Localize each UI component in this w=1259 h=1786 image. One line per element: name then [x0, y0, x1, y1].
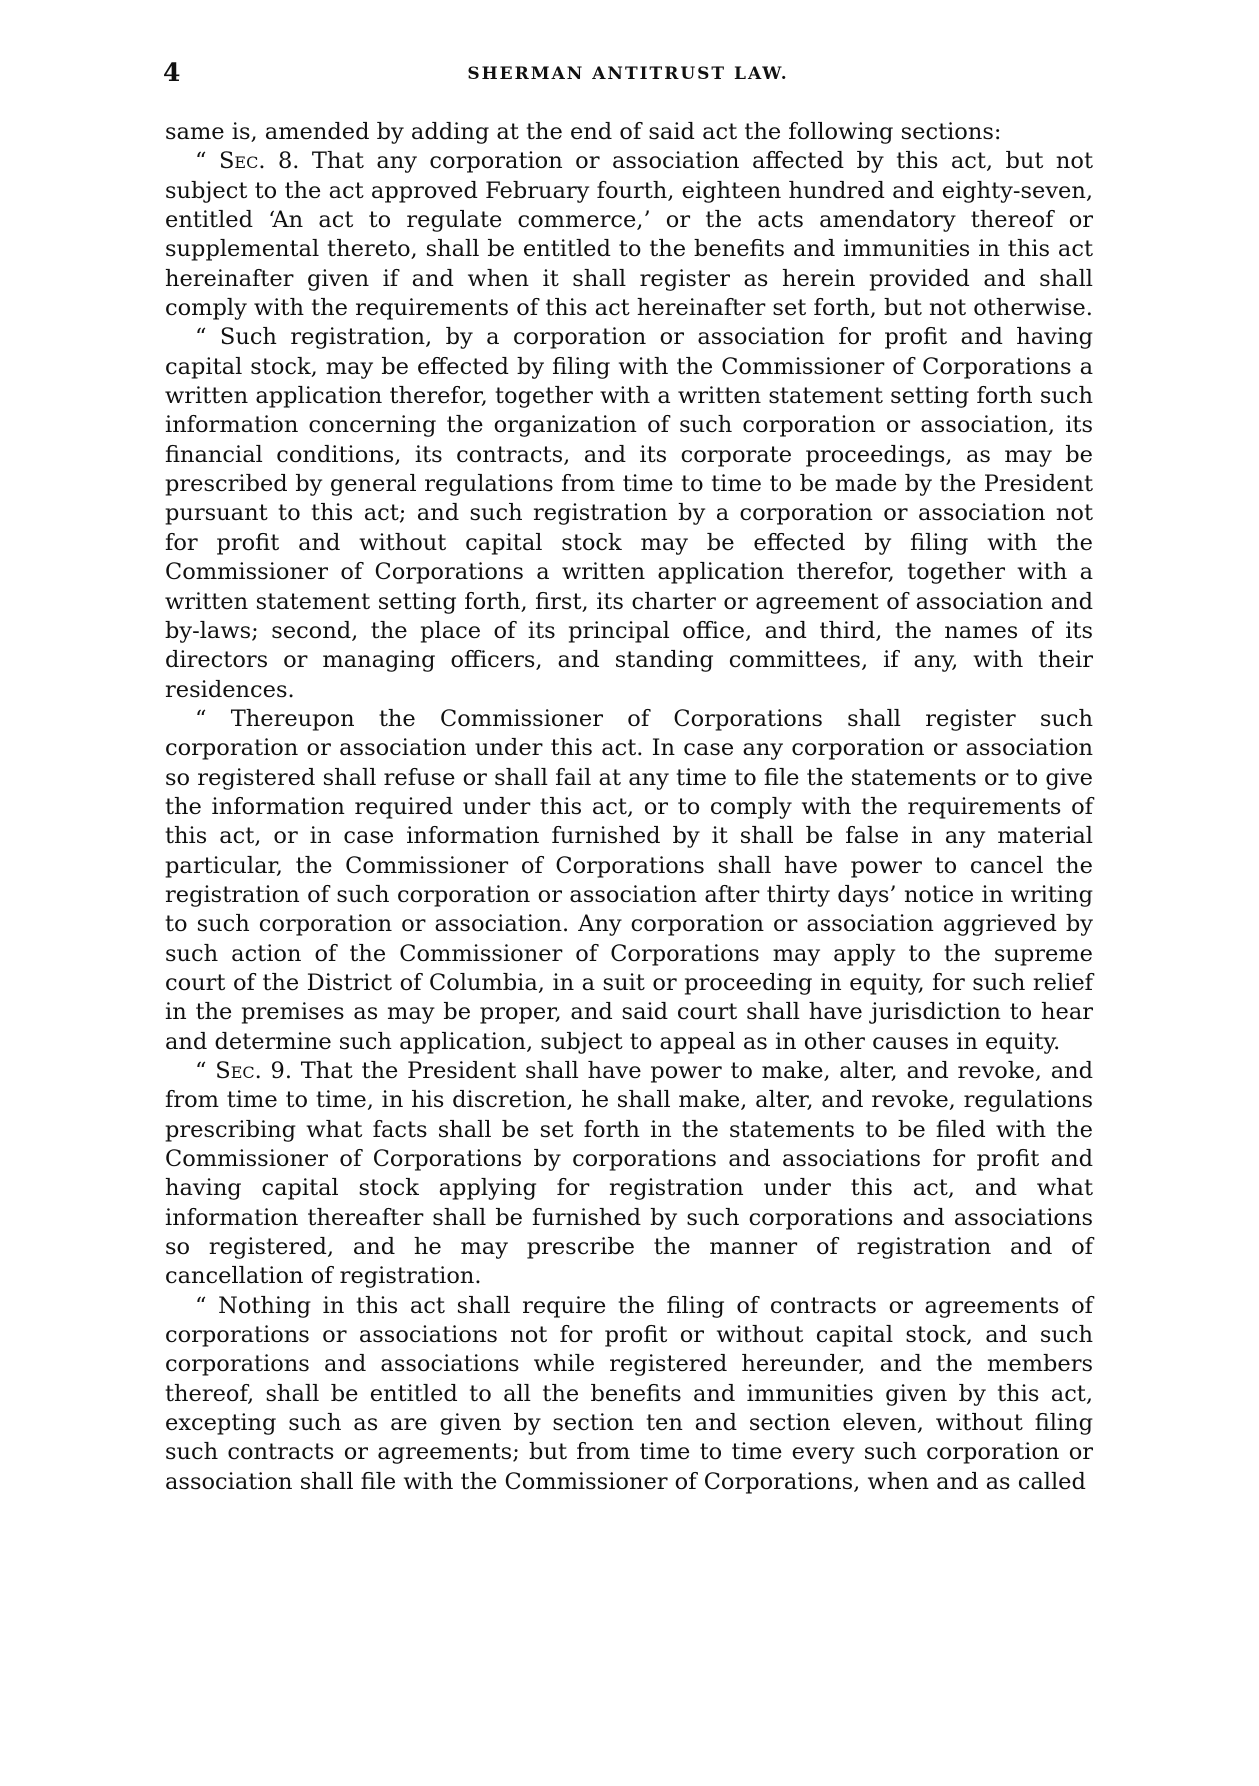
- paragraph-section-8: [165, 147, 1093, 323]
- paragraph-section-9: [165, 1057, 1093, 1292]
- section-label: Sec.: [219, 148, 266, 175]
- paragraph-text: 9. That the President shall have power to make, alter, and revoke, and from time to time, in his discretion, he shall make, alter, and revoke, regulations prescribing what facts shall be set forth in the statements to be filed with the Commissioner of Corporations by corporations and associations for profit and having capital stock applying for registration under this act, and what information thereafter shall be furnished by such corporations and associations so registered, and he may prescribe the manner of registration and of cancellation of registration.: [165, 1058, 1093, 1290]
- page-number: 4: [163, 58, 181, 87]
- paragraph-text: “ Nothing in this act shall require the filing of contracts or agreements of corporations or associations not for profit or without capital stock, and such corporations and associations while registered hereunder, and the members thereof, shall be entitled to all the benefits and immunities given by this act, excepting such as are given by section ten and section eleven, without filing such contracts or agreements; but from time to time every such corporation or association shall file with the Commissioner of Corporations, when and as called: [165, 1292, 1093, 1495]
- running-head: [163, 58, 1093, 88]
- paragraph-continuation: [165, 118, 1093, 147]
- paragraph-registration: [165, 323, 1093, 704]
- running-title: SHERMAN ANTITRUST LAW.: [467, 64, 789, 84]
- body-text: [165, 118, 1093, 1497]
- open-quote: “: [195, 1058, 207, 1084]
- paragraph-text: same is, amended by adding at the end of said act the following sections:: [165, 119, 1002, 145]
- open-quote: “: [195, 148, 207, 175]
- section-label: Sec.: [215, 1058, 262, 1084]
- paragraph-text: 8. That any corporation or association affected by this act, but not subject to the act approved February fourth, eighteen hundred and eighty-seven, entitled ‘An act to regulate commerce,’ or the acts amendatory thereof or supplemental thereto, shall be entitled to the benefits and immunities in this act hereinafter given if and when it shall register as herein provided and shall comply with the requirements of this act hereinafter set forth, but not otherwise.: [165, 148, 1094, 322]
- paragraph-text: “ Such registration, by a corporation or association for profit and having capital stock, may be effected by filing with the Commissioner of Corporations a written application therefor, together with a written statement setting forth such information concerning the organization of such corporation or association, its financial conditions, its contracts, and its corporate proceedings, as may be prescribed by general regulations from time to time to be made by the President pursuant to this act; and such registration by a corporation or association not for profit and without capital stock may be effected by filing with the Commissioner of Corporations a written application therefor, together with a written statement setting forth, first, its charter or agreement of association and by-laws; second, the place of its principal office, and third, the names of its directors or managing officers, and standing committees, if any, with their residences.: [165, 324, 1093, 703]
- paragraph-text: “ Thereupon the Commissioner of Corporations shall register such corporation or association under this act. In case any corporation or association so registered shall refuse or shall fail at any time to file the statements or to give the information required under this act, or to comply with the requirements of this act, or in case information furnished by it shall be false in any material particular, the Commissioner of Corporations shall have power to cancel the registration of such corporation or association after thirty days’ notice in writing to such corporation or association. Any corporation or association aggrieved by such action of the Commissioner of Corporations may apply to the supreme court of the District of Columbia, in a suit or proceeding in equity, for such relief in the premises as may be proper, and said court shall have jurisdiction to hear and determine such application, subject to appeal as in other causes in equity.: [165, 705, 1093, 1055]
- paragraph-thereupon: [165, 705, 1093, 1057]
- paragraph-nothing-in-this-act: [165, 1292, 1093, 1497]
